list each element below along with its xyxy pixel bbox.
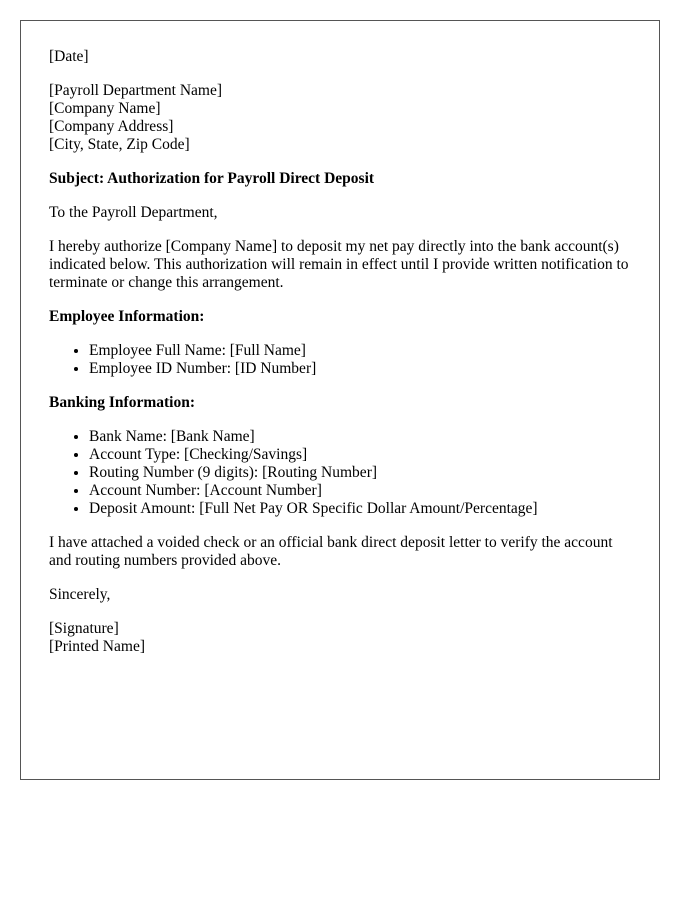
recipient-line: [City, State, Zip Code] xyxy=(49,136,190,153)
printed-name: [Printed Name] xyxy=(49,638,145,655)
employee-info-heading: Employee Information: xyxy=(49,308,205,325)
signature-block xyxy=(49,620,631,656)
letter-page xyxy=(20,20,660,780)
letter-subject: Subject: Authorization for Payroll Direct Deposit xyxy=(49,170,375,187)
closing: Sincerely, xyxy=(49,586,111,603)
signature-line: [Signature] xyxy=(49,620,119,637)
intro-paragraph: I hereby authorize [Company Name] to deposit my net pay directly into the bank account(s) indicated below. This authorization will remain in effect until I provide written notification to terminate or change this arrangement. xyxy=(49,238,629,291)
recipient-line: [Payroll Department Name] xyxy=(49,82,223,99)
recipient-address xyxy=(49,82,631,154)
employee-info-list xyxy=(49,342,631,378)
list-item: • Employee ID Number: [ID Number] xyxy=(89,360,631,378)
list-item: • Account Number: [Account Number] xyxy=(89,482,631,500)
letter-date: [Date] xyxy=(49,48,89,65)
recipient-line: [Company Address] xyxy=(49,118,174,135)
salutation: To the Payroll Department, xyxy=(49,204,218,221)
verification-paragraph: I have attached a voided check or an official bank direct deposit letter to verify the account and routing numbers provided above. xyxy=(49,534,613,569)
list-item: • Routing Number (9 digits): [Routing Number] xyxy=(89,464,631,482)
list-item: • Deposit Amount: [Full Net Pay OR Specific Dollar Amount/Percentage] xyxy=(89,500,631,518)
list-item: • Account Type: [Checking/Savings] xyxy=(89,446,631,464)
list-item: • Bank Name: [Bank Name] xyxy=(89,428,631,446)
recipient-line: [Company Name] xyxy=(49,100,161,117)
banking-info-heading: Banking Information: xyxy=(49,394,195,411)
banking-info-list xyxy=(49,428,631,518)
list-item: • Employee Full Name: [Full Name] xyxy=(89,342,631,360)
